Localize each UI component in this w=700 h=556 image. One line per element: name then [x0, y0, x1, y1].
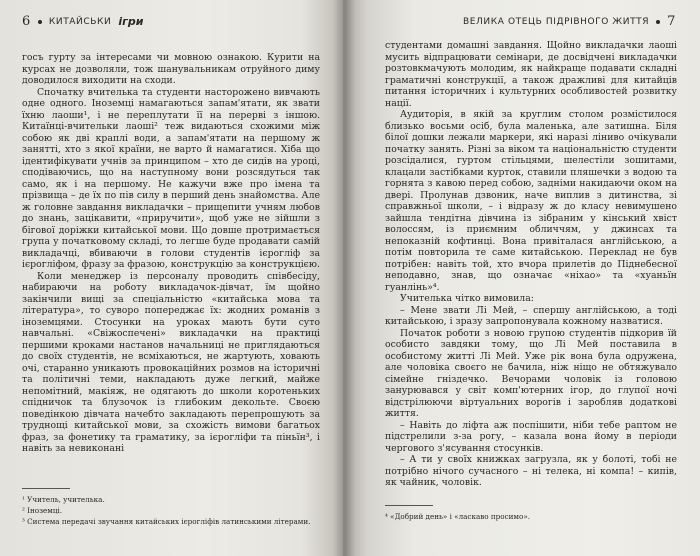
chapter-title: ВЕЛИКА ОТЕЦЬ ПІДРІВНОГО ЖИТТЯ [462, 16, 650, 27]
paragraph: студентами домашні завдання. Щойно викладачки лаоші мусить відпрацювати семінари, де досвідчені викладачки розтовкмачують молодим, як найкраще подавати складні граматичні конструкції, а також дражливі для китайців питання історичних і культурних особливостей розвитку нації. [385, 40, 677, 109]
right-page [343, 0, 700, 556]
footnote: ³ Система передачі звучання китайських ієрогліфів латинськими літерами. [22, 517, 311, 526]
paragraph: госъ гурту за інтересами чи мовною ознакою. Курити на курсах не дозволяли, тож шанувальникам отруйного диму доводилося виходити на сходи. [22, 52, 320, 86]
paragraph: Аудиторія, в якій за круглим столом розмістилося близько восьми осіб, була маленька, але затишна. Біля білої дошки лежали маркери, які наразі ліниво очікували початку занять. Різні за віком та національністю студенти розсідалися, гуртом стільцями, шелестіли зошитами, клацали застібками курток, ставили пляшечки з водою та горнята з кавою перед собою, задніми накидаючи оком на двері. Пролунав дзвоник, наче виплив з дитинства, зі справжньої школи, – і відразу ж до класу невимушено зайшла тендітна дівчина із зібраним у кінський хвіст волоссям, із приємним обличчям, у джинсах та непоказній кофтинці. Вона привіталася англійською, а потім повторила те саме китайською. Переклад не був потрібен: навіть той, хто вчора прилетів до Піднебесної неподавно, знав, що означає «ніхао» та «хуаньїн гуанлінь»⁴. [385, 109, 677, 293]
left-page [0, 0, 343, 556]
footnote: ⁴ «Добрий день» і «ласкаво просимо». [385, 512, 531, 521]
footnote: ² Іноземці. [22, 506, 63, 515]
bullet-dot-icon [38, 20, 42, 24]
paragraph: – Навіть до ліфта аж поспішити, ніби тебе раптом не підстрелили з-за рогу, – казала вона йому в періоди чергового з'ясування стосунків. [385, 419, 677, 454]
page-number: 7 [667, 14, 676, 29]
book-gutter [333, 0, 355, 556]
left-page-header [22, 14, 143, 29]
paragraph: Коли менеджер із персоналу проводить співбесіду, набираючи на роботу викладачок-дівчат, їм щойно закінчили вищі за спеціальністю «китайська мова та література», то суворо попереджає їх: жодних романів з іноземцями. Стосунки на уроках мають бути суто навчальні. «Свіжоспечені» викладачки на практиці першими кроками настанов начальниці не приглядаються до своїх студентів, не всміхаються, не жартують, ховають очі, старанно уникають провокаційних розмов на історичні та політичні теми, накладають дуже легкий, майже непомітний, макіяж, не одягають до школи коротеньких спідничок та блузочок із глибоким декольте. Своєю поведінкою дівчата начебто закладають перепрошують за труднощі китайської мови, за схожість вимови багатьох фраз, за фонетику та граматику, за ієрогліфи та піньїн³, і навіть за невиконані [22, 270, 320, 454]
left-page-body [22, 52, 320, 455]
series-title-script: ігри [118, 15, 144, 28]
paragraph: – А ти у своїх книжках загрузла, як у болоті, тобі не потрібно нічого сучасного – ні телека, ні компа! – кипів, як чайник, чоловік. [385, 454, 677, 488]
paragraph: Спочатку вчителька та студенти насторожено вивчають одне одного. Іноземці намагаються запам'ятати, як звати їхню лаоши¹, і не переплутати її на перерві з іншою. Китаїнці-вчительки лаоші² теж видаються схожими між собою як дві краплі води, а запам'ятати на першому ж занятті, хто з якої країни, не варто й намагатися. Хіба що ідентифікувати учнів за принципом – хто де сидів на уроці, сподіваючись, що на наступному вони розсядуться так само, як і на першому. Не кажучи вже про імена та прізвища – де їх по пів силу в перший день знайомства. Але ж головне завдання викладачки – прищепити учням любов до знань, зацікавити, «приручити», щоб уже не зійшли з бігової доріжки китайської мови. Що довше протримається група у початковому складі, то легше буде продавати самій викладачці, вбиваючи в голови студентів ієрогліф за ієрогліфом, фразу за фразою, конструкцію за конструкцією. [22, 86, 320, 270]
left-footnotes [22, 494, 322, 527]
paragraph: Учителька чітко вимовила: [400, 293, 534, 304]
bullet-dot-icon [656, 20, 660, 24]
right-page-body [385, 40, 677, 489]
paragraph: Початок роботи з новою групою студентів підкорив їй особисто завдяки тому, що Лі Мей поставила в особистому житті Лі Мей. Уже рік вона була одружена, але чоловіка своєго не бачила, ніж ніщо не обтяжувало сімейне гніздечко. Вечорами чоловік із головою занурювався у світ комп'ютерних ігор, до глупої ночі відстрілюючи віртуальних ворогів і заробляв додаткові життя. [385, 327, 677, 419]
footnote: ¹ Учитель, учителька. [22, 495, 105, 504]
footnote-divider [22, 488, 70, 489]
right-page-header [463, 14, 676, 29]
series-title: КИТАЙСЬКИ [48, 16, 112, 27]
paragraph: – Мене звати Лі Мей, – спершу англійською, а тоді китайською, і зразу запропонувала кожному назватися. [385, 304, 677, 327]
footnote-divider [385, 505, 433, 506]
page-number: 6 [22, 14, 31, 29]
right-footnotes [385, 511, 677, 522]
